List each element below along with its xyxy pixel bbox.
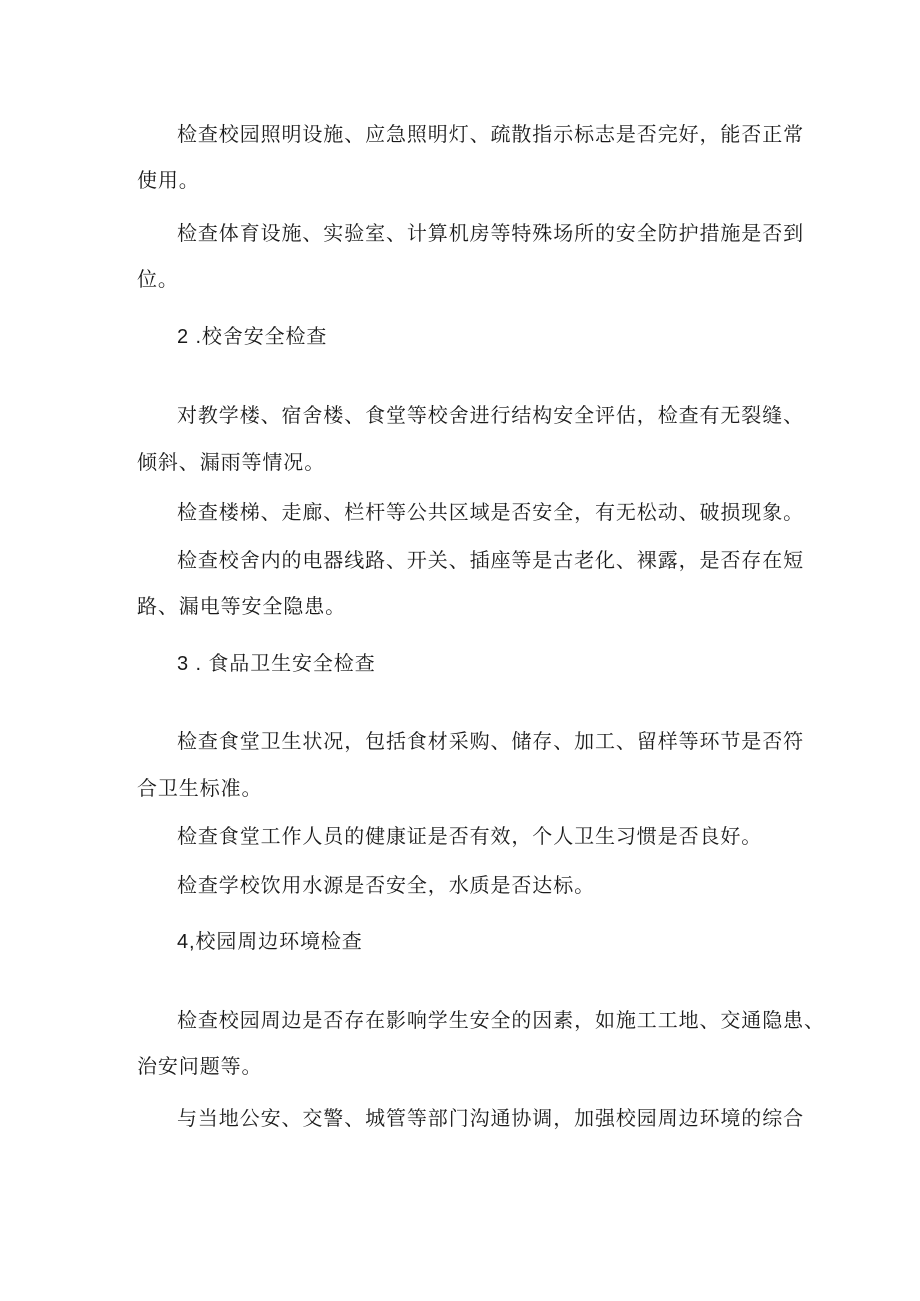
paragraph-staff-health: 检查食堂工作人员的健康证是否有效，个人卫生习惯是否良好。 — [177, 824, 763, 848]
paragraph-electrical-line-1: 检查校舍内的电器线路、开关、插座等是古老化、裸露，是否存在短 — [177, 548, 804, 572]
paragraph-canteen-line-2: 合卫生标准。 — [137, 776, 263, 800]
paragraph-structure-line-2: 倾斜、漏雨等情况。 — [137, 450, 326, 474]
paragraph-electrical-line-2: 路、漏电等安全隐患。 — [137, 594, 346, 618]
paragraph-coordination-line-1: 与当地公安、交警、城管等部门沟通协调，加强校园周边环境的综合 — [177, 1106, 804, 1130]
paragraph-public-areas: 检查楼梯、走廊、栏杆等公共区域是否安全，有无松动、破损现象。 — [177, 500, 804, 524]
paragraph-lighting-line-2: 使用。 — [137, 168, 200, 192]
paragraph-lighting-line-1: 检查校园照明设施、应急照明灯、疏散指示标志是否完好，能否正常 — [177, 122, 804, 146]
section-heading-food-safety: 3 . 食品卫生安全检查 — [177, 653, 376, 675]
paragraph-canteen-line-1: 检查食堂卫生状况，包括食材采购、储存、加工、留样等环节是否符 — [177, 729, 804, 753]
paragraph-structure-line-1: 对教学楼、宿舍楼、食堂等校舍进行结构安全评估，检查有无裂缝、 — [177, 403, 804, 427]
paragraph-water: 检查学校饮用水源是否安全，水质是否达标。 — [177, 873, 595, 897]
paragraph-facilities-line-2: 位。 — [137, 267, 179, 291]
paragraph-surroundings-line-1: 检查校园周边是否存在影响学生安全的因素，如施工工地、交通隐患、 — [177, 1008, 825, 1032]
paragraph-facilities-line-1: 检查体育设施、实验室、计算机房等特殊场所的安全防护措施是否到 — [177, 221, 804, 245]
section-heading-building-safety: 2 .校舍安全检查 — [177, 326, 328, 348]
section-heading-surroundings: 4,校园周边环境检查 — [177, 931, 363, 953]
paragraph-surroundings-line-2: 治安问题等。 — [137, 1054, 263, 1078]
